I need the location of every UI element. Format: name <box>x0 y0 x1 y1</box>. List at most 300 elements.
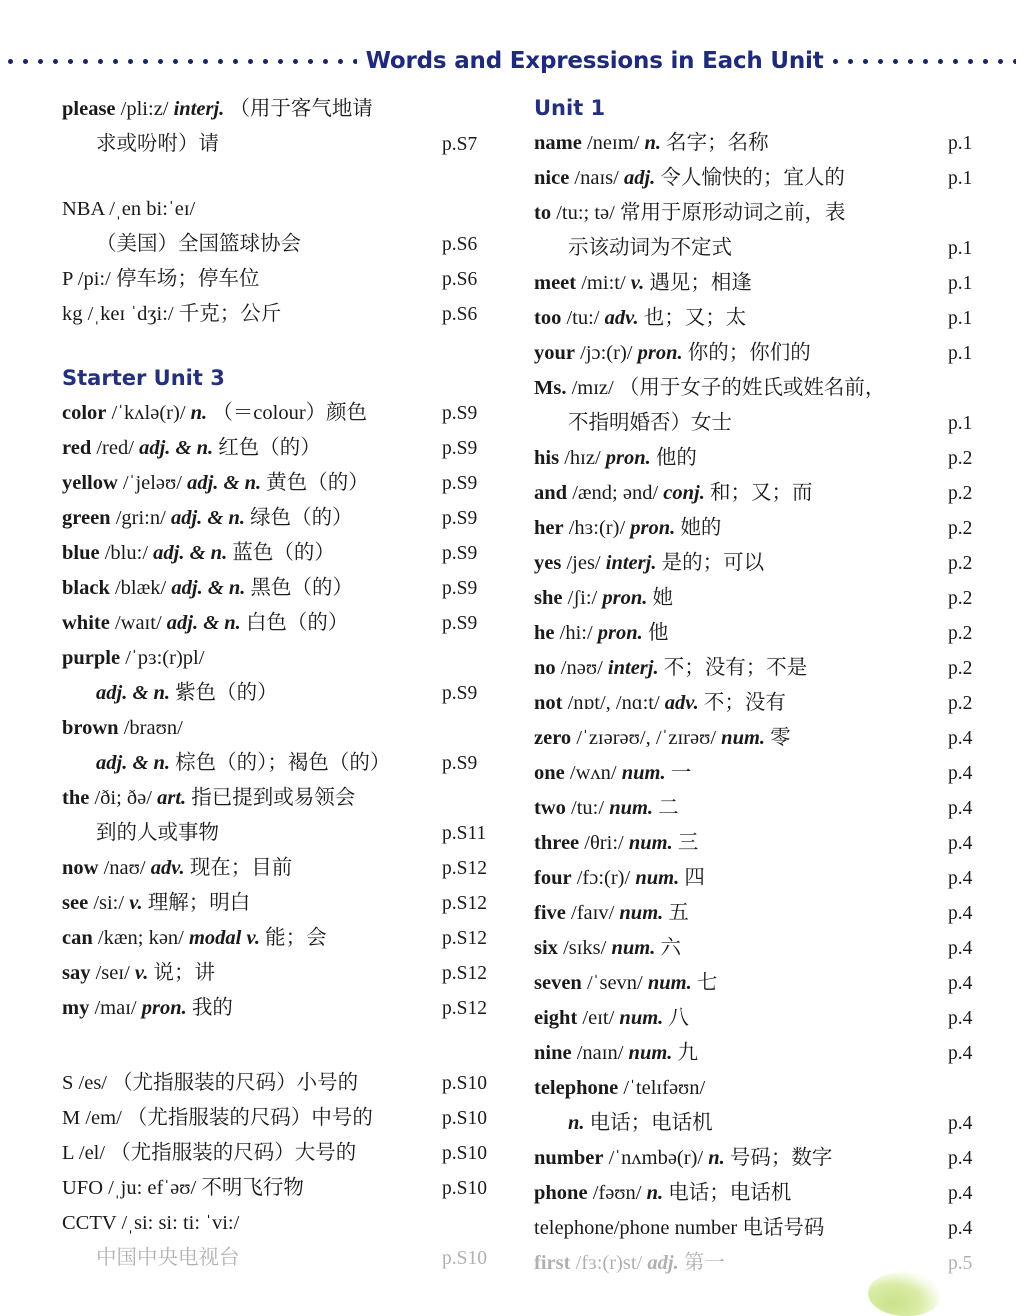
entry-continuation-row <box>62 676 504 711</box>
entry-part-of-speech: adj. <box>647 1252 679 1274</box>
entry-page-reference: p.S12 <box>442 963 487 984</box>
entry-headword: phone <box>534 1182 588 1204</box>
entry-text <box>534 301 942 336</box>
vocabulary-entry-row <box>534 1036 998 1071</box>
entry-page-reference: p.1 <box>948 168 973 189</box>
entry-phonetic: /maɪ/ <box>94 997 137 1019</box>
entry-chinese-gloss: 常用于原形动词之前，表 <box>619 202 846 224</box>
vocabulary-entry-row <box>62 92 504 127</box>
entry-text <box>534 791 942 826</box>
header-dot <box>968 59 973 64</box>
entry-phonetic: /ˌju: efˈəʊ/ <box>108 1177 197 1199</box>
entry-chinese-gloss: 不；没有；不是 <box>663 657 808 679</box>
entry-continuation-row <box>62 127 504 162</box>
header-dot <box>68 59 73 64</box>
entry-text <box>62 1101 436 1136</box>
entry-headword: can <box>62 927 93 949</box>
header-dot <box>953 59 958 64</box>
entry-page-reference: p.S9 <box>442 473 478 494</box>
header-dot <box>878 59 883 64</box>
entry-page-reference: p.4 <box>948 763 973 784</box>
entry-part-of-speech: adj. & n. <box>187 472 262 494</box>
entry-phonetic: /em/ <box>85 1107 122 1129</box>
entry-headword: red <box>62 437 92 459</box>
entry-phonetic: /ænd; ənd/ <box>572 482 659 504</box>
vocabulary-entry-row <box>62 641 504 676</box>
entry-phonetic: /fɜ:(r)st/ <box>575 1252 643 1274</box>
entry-text <box>62 227 436 262</box>
entry-text <box>62 1171 436 1206</box>
entry-page-reference: p.4 <box>948 728 973 749</box>
entry-phonetic: /mɪz/ <box>571 377 614 399</box>
vocabulary-entry-row <box>534 896 998 931</box>
entry-text <box>534 931 942 966</box>
entry-part-of-speech: adj. <box>623 167 656 189</box>
entry-phonetic: /neɪm/ <box>586 132 640 154</box>
entry-phonetic: /naɪs/ <box>574 167 619 189</box>
entry-page-reference: p.S11 <box>442 823 487 844</box>
vocabulary-entry-row <box>534 301 998 336</box>
entry-part-of-speech: interj. <box>607 657 659 679</box>
entry-page-reference: p.4 <box>948 973 973 994</box>
entry-phonetic: /naɪn/ <box>576 1042 624 1064</box>
entry-text <box>534 1246 942 1281</box>
entry-text <box>534 966 942 1001</box>
page-header <box>0 44 1024 78</box>
vocabulary-entry-row <box>534 1176 998 1211</box>
entry-page-reference: p.4 <box>948 1113 973 1134</box>
entry-page-reference: p.S6 <box>442 269 478 290</box>
entry-chinese-gloss: 求或吩咐）请 <box>96 133 219 155</box>
header-dot <box>293 59 298 64</box>
entry-phonetic: /wʌn/ <box>569 762 617 784</box>
entry-phonetic: /mi:t/ <box>581 272 626 294</box>
entry-chinese-gloss: 白色（的） <box>245 612 349 634</box>
header-dot <box>353 59 357 64</box>
entry-chinese-gloss: 二 <box>658 797 679 819</box>
header-dot <box>278 59 283 64</box>
header-dot <box>158 59 163 64</box>
entry-phonetic: /ˈsevn/ <box>586 972 643 994</box>
entry-page-reference: p.4 <box>948 1183 973 1204</box>
entry-page-reference: p.2 <box>948 658 973 679</box>
entry-phonetic: /ˈzɪərəʊ/, /ˈzɪrəʊ/ <box>576 727 717 749</box>
vocabulary-entry-row <box>534 336 998 371</box>
entry-continuation-row <box>534 231 998 266</box>
entry-page-reference: p.1 <box>948 413 973 434</box>
entry-part-of-speech: pron. <box>141 997 187 1019</box>
entry-text <box>62 92 436 127</box>
entry-part-of-speech: adj. & n. <box>166 612 241 634</box>
entry-chinese-gloss: 蓝色（的） <box>232 542 335 564</box>
entry-part-of-speech: n. <box>646 1182 664 1204</box>
entry-text <box>62 606 436 641</box>
header-dot <box>908 59 913 64</box>
vocabulary-entry-row <box>534 686 998 721</box>
vocabulary-entry-row <box>534 616 998 651</box>
vocabulary-entry-row <box>534 791 998 826</box>
header-dot <box>8 59 13 64</box>
entry-part-of-speech: num. <box>647 972 692 994</box>
entry-text <box>534 231 942 266</box>
entry-text <box>62 851 436 886</box>
entry-part-of-speech: n. <box>568 1112 585 1134</box>
entry-chinese-gloss: （尤指服装的尺码）小号的 <box>112 1072 359 1094</box>
entry-phonetic: /ʃi:/ <box>567 587 598 609</box>
entry-text <box>62 536 436 571</box>
entry-headword: no <box>534 657 556 679</box>
entry-phonetic: /blu:/ <box>104 542 149 564</box>
entry-text <box>62 1136 436 1171</box>
entry-chinese-gloss: 她的 <box>680 517 722 539</box>
entry-text <box>534 651 942 686</box>
header-dot <box>143 59 148 64</box>
entry-part-of-speech: num. <box>628 832 673 854</box>
entry-headword: yes <box>534 552 562 574</box>
entry-phonetic: /ði; ðə/ <box>94 787 152 809</box>
header-dot <box>203 59 208 64</box>
entry-text <box>62 816 436 851</box>
entry-page-reference: p.1 <box>948 343 973 364</box>
entry-headword: to <box>534 202 552 224</box>
header-dot <box>323 59 328 64</box>
entry-text <box>534 336 942 371</box>
entry-text <box>534 861 942 896</box>
entry-group <box>62 1066 504 1276</box>
entry-headword: say <box>62 962 91 984</box>
entry-chinese-gloss: 现在；目前 <box>189 857 293 879</box>
entry-headword: and <box>534 482 568 504</box>
entry-page-reference: p.S9 <box>442 613 478 634</box>
entry-phonetic: /hɪz/ <box>564 447 601 469</box>
header-dot <box>833 59 838 64</box>
entry-part-of-speech: interj. <box>605 552 657 574</box>
entry-page-reference: p.S6 <box>442 234 478 255</box>
entry-text <box>62 1206 436 1241</box>
entry-text <box>534 1176 942 1211</box>
entry-page-reference: p.S9 <box>442 683 478 704</box>
entry-text <box>534 441 942 476</box>
entry-chinese-gloss: 电话；电话机 <box>589 1112 713 1134</box>
entry-chinese-gloss: （美国）全国篮球协会 <box>96 233 301 255</box>
entry-headword: purple <box>62 647 121 669</box>
entry-chinese-gloss: 七 <box>696 972 718 994</box>
vocabulary-entry-row <box>534 651 998 686</box>
entry-chinese-gloss: 黑色（的） <box>250 577 354 599</box>
entry-text <box>534 266 942 301</box>
entry-text <box>62 746 436 781</box>
entry-chinese-gloss: 红色（的） <box>218 437 321 459</box>
entry-page-reference: p.S10 <box>442 1143 487 1164</box>
vocabulary-entry-row <box>62 571 504 606</box>
entry-page-reference: p.2 <box>948 483 973 504</box>
entry-text <box>534 826 942 861</box>
entry-headword: six <box>534 937 558 959</box>
entry-headword: her <box>534 517 564 539</box>
vocabulary-entry-row <box>534 966 998 1001</box>
entry-phonetic: /jɔ:(r)/ <box>580 342 633 364</box>
entry-continuation-row <box>62 816 504 851</box>
header-dot <box>938 59 943 64</box>
header-dots-left <box>8 58 357 64</box>
entry-page-reference: p.1 <box>948 238 973 259</box>
entry-chinese-gloss: 你的；你们的 <box>687 342 811 364</box>
header-dot <box>863 59 868 64</box>
vocabulary-entry-row <box>62 466 504 501</box>
header-dot <box>128 59 133 64</box>
entry-phonetic: /red/ <box>96 437 134 459</box>
entry-phonetic: /ˌen bi:ˈeɪ/ <box>109 198 196 220</box>
entry-chinese-gloss: 绿色（的） <box>250 507 353 529</box>
vocabulary-entry-row <box>62 606 504 641</box>
entry-text <box>62 676 436 711</box>
entry-chinese-gloss: 到的人或事物 <box>96 822 219 844</box>
header-dot <box>338 59 343 64</box>
entry-headword: black <box>62 577 110 599</box>
entry-chinese-gloss: （尤指服装的尺码）大号的 <box>110 1142 357 1164</box>
entry-headword: zero <box>534 727 572 749</box>
entry-part-of-speech: conj. <box>663 482 705 504</box>
entry-phonetic: /ˈtelɪfəʊn/ <box>623 1077 706 1099</box>
entry-text <box>62 991 436 1026</box>
entry-text <box>62 921 436 956</box>
entry-chinese-gloss: 名字；名称 <box>666 132 769 154</box>
vocabulary-entry-row <box>62 1136 504 1171</box>
entry-headword: S <box>62 1072 74 1094</box>
vocabulary-entry-row <box>62 711 504 746</box>
entry-phonetic: /ˌsi: si: ti: ˈvi:/ <box>121 1212 240 1234</box>
entry-headword: eight <box>534 1007 578 1029</box>
vocabulary-entry-row <box>534 826 998 861</box>
entry-chinese-gloss: 我的 <box>191 997 233 1019</box>
entry-page-reference: p.1 <box>948 133 973 154</box>
entry-headword: one <box>534 762 565 784</box>
entry-continuation-row <box>534 1106 998 1141</box>
vocabulary-entry-row <box>62 192 504 227</box>
entry-phonetic: /ˈpɜ:(r)pl/ <box>125 647 205 669</box>
entry-phonetic: /waɪt/ <box>114 612 162 634</box>
vocabulary-entry-row <box>534 721 998 756</box>
entry-text <box>62 262 436 297</box>
entry-text <box>62 886 436 921</box>
entry-page-reference: p.4 <box>948 938 973 959</box>
header-dots-right <box>833 58 1016 64</box>
entry-phonetic: /ˈkʌlə(r)/ <box>111 402 186 424</box>
entry-chinese-gloss: 三 <box>677 832 699 854</box>
entry-text <box>62 501 436 536</box>
entry-page-reference: p.4 <box>948 1008 973 1029</box>
entry-phonetic: /jes/ <box>566 552 601 574</box>
entry-text <box>62 1066 436 1101</box>
entry-chinese-gloss: 理解；明白 <box>147 892 251 914</box>
vocabulary-entry-row <box>534 266 998 301</box>
entry-headword: yellow <box>62 472 118 494</box>
vocabulary-entry-row <box>534 756 998 791</box>
vocabulary-entry-row <box>62 921 504 956</box>
entry-part-of-speech: v. <box>129 892 143 914</box>
entry-chinese-gloss: 能；会 <box>265 927 327 949</box>
entry-page-reference: p.2 <box>948 448 973 469</box>
entry-page-reference: p.2 <box>948 518 973 539</box>
entry-chinese-gloss: 示该动词为不定式 <box>568 237 732 259</box>
entry-part-of-speech: adj. & n. <box>96 682 171 704</box>
vocabulary-entry-row <box>62 297 504 332</box>
entry-part-of-speech: adv. <box>604 307 639 329</box>
entry-part-of-speech: modal v. <box>188 927 260 949</box>
entry-page-reference: p.4 <box>948 1043 973 1064</box>
vocabulary-entry-row <box>534 1071 998 1106</box>
entry-phonetic: /ˈjeləʊ/ <box>122 472 182 494</box>
entry-chinese-gloss: 遇见；相逢 <box>649 272 752 294</box>
entry-page-reference: p.2 <box>948 693 973 714</box>
entry-text <box>62 1241 436 1276</box>
vocabulary-entry-row <box>62 262 504 297</box>
entry-headword: UFO <box>62 1177 104 1199</box>
entry-chinese-gloss: 不明飞行物 <box>201 1177 304 1199</box>
entry-text <box>62 466 436 501</box>
entry-text <box>534 1001 942 1036</box>
header-dot <box>248 59 253 64</box>
entry-text <box>534 406 942 441</box>
entry-phonetic: /nəʊ/ <box>560 657 603 679</box>
entry-part-of-speech: n. <box>708 1147 725 1169</box>
entry-page-reference: p.S9 <box>442 543 478 564</box>
entry-page-reference: p.S10 <box>442 1108 487 1129</box>
entry-text <box>534 476 942 511</box>
entry-part-of-speech: num. <box>635 867 680 889</box>
left-column <box>0 92 512 1281</box>
header-dot <box>923 59 928 64</box>
entry-page-reference: p.4 <box>948 1148 973 1169</box>
entry-headword: white <box>62 612 110 634</box>
entry-phonetic: /ˈnʌmbə(r)/ <box>608 1147 704 1169</box>
header-dot <box>998 59 1003 64</box>
entry-chinese-gloss: 一 <box>670 762 692 784</box>
entry-chinese-gloss: 电话号码 <box>742 1217 825 1239</box>
entry-chinese-gloss: （＝colour）颜色 <box>212 402 368 424</box>
header-dot <box>983 59 988 64</box>
entry-headword: first <box>534 1252 571 1274</box>
entry-text <box>534 511 942 546</box>
entry-chinese-gloss: 五 <box>668 902 689 924</box>
entry-chinese-gloss: （尤指服装的尺码）中号的 <box>126 1107 373 1129</box>
entry-page-reference: p.S9 <box>442 753 478 774</box>
entry-part-of-speech: adj. & n. <box>96 752 171 774</box>
entry-phonetic: /sɪks/ <box>563 937 607 959</box>
entry-group <box>62 192 504 332</box>
entry-text <box>534 896 942 931</box>
entry-page-reference: p.4 <box>948 1218 973 1239</box>
vocabulary-entry-row <box>534 1141 998 1176</box>
entry-part-of-speech: pron. <box>605 447 651 469</box>
header-dot <box>38 59 43 64</box>
header-dot <box>893 59 898 64</box>
entry-phonetic: /eɪt/ <box>582 1007 615 1029</box>
header-dot <box>233 59 238 64</box>
header-dot <box>113 59 118 64</box>
entry-part-of-speech: adv. <box>664 692 699 714</box>
entry-text <box>534 686 942 721</box>
entry-chinese-gloss: 六 <box>660 937 681 959</box>
entry-text <box>534 371 942 406</box>
entry-text <box>62 781 436 816</box>
entry-headword: his <box>534 447 560 469</box>
entry-page-reference: p.4 <box>948 868 973 889</box>
entry-phonetic: /el/ <box>78 1142 106 1164</box>
vocabulary-entry-row <box>62 781 504 816</box>
entry-phonetic: /tu:; tə/ <box>556 202 615 224</box>
vocabulary-entry-row <box>534 371 998 406</box>
unit-heading: Starter Unit 3 <box>62 366 225 390</box>
entry-chinese-gloss: 棕色（的）；褐色（的） <box>175 752 391 774</box>
entry-page-reference: p.4 <box>948 833 973 854</box>
entry-headword: your <box>534 342 575 364</box>
entry-page-reference: p.4 <box>948 903 973 924</box>
entry-page-reference: p.1 <box>948 308 973 329</box>
entry-part-of-speech: pron. <box>637 342 683 364</box>
entry-phonetic: /tu:/ <box>566 307 600 329</box>
entry-page-reference: p.S12 <box>442 858 487 879</box>
entry-phonetic: /seɪ/ <box>95 962 130 984</box>
vocabulary-entry-row <box>534 931 998 966</box>
entry-headword: see <box>62 892 89 914</box>
vocabulary-columns <box>0 92 1024 1281</box>
entry-chinese-gloss: 他 <box>647 622 669 644</box>
entry-text <box>534 161 942 196</box>
vocabulary-entry-row <box>62 1101 504 1136</box>
entry-headword: brown <box>62 717 119 739</box>
entry-part-of-speech: num. <box>619 902 664 924</box>
entry-chinese-gloss: 黄色（的） <box>266 472 369 494</box>
section-spacer <box>62 332 504 362</box>
entry-headword: nine <box>534 1042 572 1064</box>
header-dot <box>848 59 853 64</box>
entry-text <box>62 297 436 332</box>
entry-text <box>62 431 436 466</box>
entry-headword: the <box>62 787 90 809</box>
entry-headword: three <box>534 832 580 854</box>
entry-text <box>62 711 436 746</box>
vocabulary-entry-row <box>62 886 504 921</box>
entry-headword: five <box>534 902 566 924</box>
entry-headword: number <box>534 1147 604 1169</box>
entry-text <box>534 581 942 616</box>
entry-part-of-speech: art. <box>157 787 187 809</box>
entry-text <box>62 396 436 431</box>
entry-headword: Ms. <box>534 377 567 399</box>
entry-part-of-speech: n. <box>190 402 208 424</box>
entry-part-of-speech: num. <box>609 797 654 819</box>
entry-part-of-speech: num. <box>611 937 656 959</box>
entry-phonetic: /tu:/ <box>571 797 605 819</box>
section-spacer <box>62 162 504 192</box>
entry-chinese-gloss: （用于客气地请 <box>229 98 373 120</box>
header-dot <box>53 59 58 64</box>
entry-phonetic: /blæk/ <box>114 577 167 599</box>
entry-phonetic: /faɪv/ <box>571 902 615 924</box>
header-dot <box>308 59 313 64</box>
entry-part-of-speech: interj. <box>173 98 225 120</box>
vocabulary-entry-row <box>534 511 998 546</box>
entry-headword: blue <box>62 542 100 564</box>
entry-chinese-gloss: 也；又；太 <box>643 307 747 329</box>
entry-part-of-speech: v. <box>134 962 149 984</box>
entry-phonetic: /si:/ <box>93 892 125 914</box>
header-dot <box>1013 59 1016 64</box>
entry-part-of-speech: adv. <box>150 857 185 879</box>
entry-part-of-speech: adj. & n. <box>139 437 214 459</box>
vocabulary-entry-row <box>534 1246 998 1281</box>
